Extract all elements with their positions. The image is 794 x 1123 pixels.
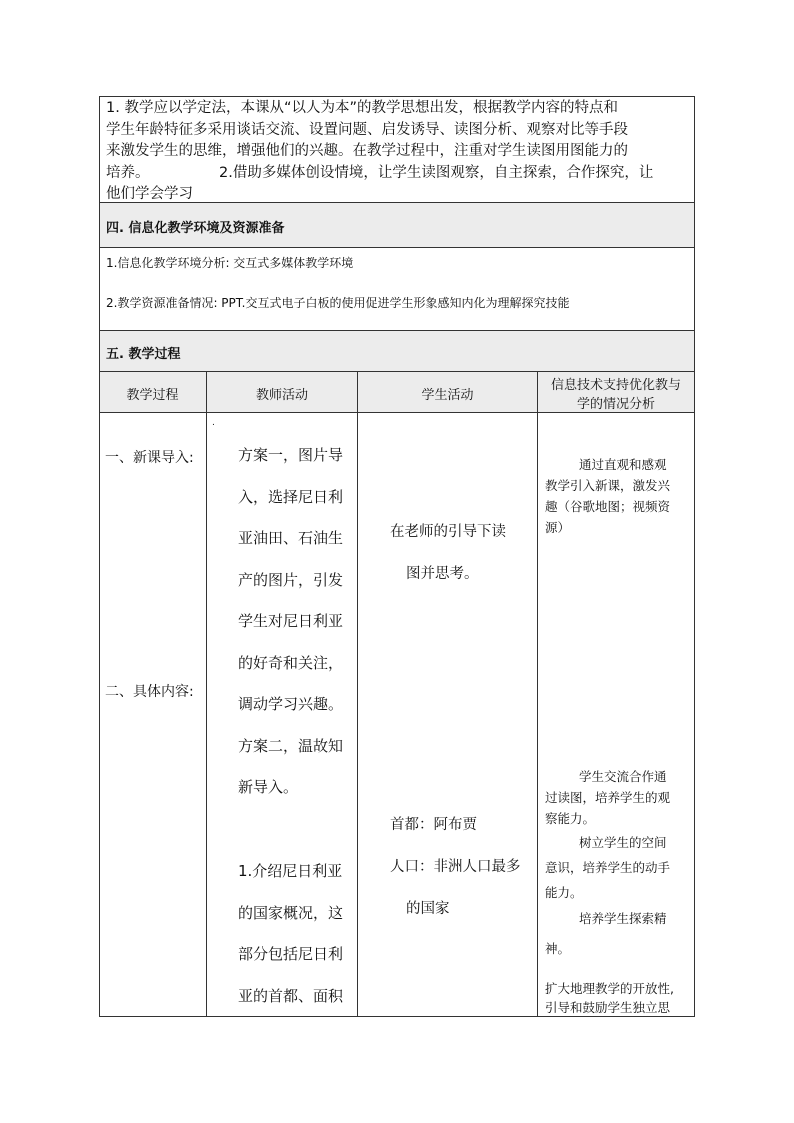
info-analysis-3 [545, 830, 670, 905]
teacher-line: 入，选择尼日利 [238, 487, 344, 506]
teacher-line: 的好奇和关注， [238, 653, 344, 672]
column-header-student: 学生活动 [421, 388, 474, 403]
section4-item-1: 1.信息化教学环境分析: 交互式多媒体教学环境 [106, 256, 354, 270]
row-divider [99, 330, 695, 331]
info-line: 树立学生的空间 [579, 835, 667, 850]
teacher-line: 调动学习兴趣。 [238, 695, 344, 713]
teacher-line: 1.介绍尼日利亚 [238, 862, 343, 880]
section3-line-2: 学生年龄特征多采用谈话交流、设置问题、启发诱导、读图分析、观察对比等手段 [106, 121, 628, 138]
info-line: 过读图，培养学生的观 [545, 790, 671, 805]
info-line: 源） [545, 520, 571, 535]
student-activity-capital: 首都：阿布贾 [390, 817, 477, 833]
row-divider [99, 247, 695, 248]
student-line: 的国家 [406, 900, 450, 917]
column-header-teacher: 教师活动 [255, 388, 308, 403]
lesson-plan-table [99, 96, 695, 1016]
teacher-activity-2 [238, 851, 343, 1017]
column-header-process: 教学过程 [126, 388, 179, 403]
table-border-right [694, 96, 695, 1017]
teacher-line: 方案二，温故知 [238, 736, 344, 755]
section5-header-bg [100, 331, 694, 371]
table-border-left [99, 96, 100, 1017]
student-line: 在老师的引导下读 [390, 524, 506, 540]
section3-line-1: 1. 教学应以学定法，本课从“以人为本”的教学思想出发，根据教学内容的特点和 [106, 100, 618, 116]
process-stage-1: 一、新课导入: [105, 450, 194, 466]
column-header-info-2: 学的情况分析 [576, 397, 655, 412]
section3-line-4b: 2.借助多媒体创设情境，让学生读图观察，自主探索，合作探究，让 [219, 164, 654, 181]
info-line: 神。 [545, 941, 571, 956]
teacher-line: 部分包括尼日利 [238, 945, 344, 963]
teacher-line: 的国家概况，这 [238, 903, 344, 922]
student-activity-population [390, 847, 521, 930]
section4-item-2: 2.教学资源准备情况: PPT.交互式电子白板的使用促进学生形象感知内化为理解探究技能 [106, 296, 570, 310]
teacher-line: 新导入。 [238, 778, 299, 796]
row-divider [99, 412, 695, 413]
stray-dot: . [212, 418, 215, 428]
teacher-line: 产的图片，引发 [238, 570, 344, 589]
row-divider [99, 371, 695, 372]
section4-title: 四. 信息化教学环境及资源准备 [106, 221, 285, 236]
column-divider [206, 371, 207, 1017]
info-analysis-5 [545, 979, 674, 1017]
section3-line-3: 来激发学生的思维，增强他们的兴趣。在教学过程中，注重对学生读图用图能力的 [106, 143, 628, 159]
teacher-line: 学生对尼日利亚 [238, 612, 344, 630]
column-divider [357, 371, 358, 1017]
info-line: 趣（谷歌地图；视频资 [545, 499, 671, 514]
info-analysis-1 [545, 454, 670, 538]
section3-line-5: 他们学会学习 [106, 186, 193, 202]
table-border-top [99, 96, 695, 97]
process-stage-2: 二、具体内容: [105, 684, 194, 700]
section5-title: 五. 教学过程 [106, 347, 181, 362]
column-divider [537, 371, 538, 1017]
student-activity-1 [390, 512, 506, 595]
info-line: 意识，培养学生的动手 [545, 860, 671, 875]
info-line: 培养学生探索精 [579, 911, 667, 926]
section3-line-4a: 培养。 [106, 164, 150, 181]
column-header-info-1: 信息技术支持优化教与 [550, 378, 681, 393]
info-line: 通过直观和感观 [579, 457, 667, 472]
teacher-line: 亚油田、石油生 [238, 529, 344, 547]
info-line: 察能力。 [545, 811, 596, 826]
info-analysis-2 [545, 766, 670, 829]
teacher-line: 亚的首都、面积 [238, 986, 344, 1005]
info-line: 扩大地理教学的开放性, [545, 981, 674, 996]
teacher-activity-1 [238, 435, 343, 809]
teacher-line: 方案一，图片导 [238, 446, 344, 464]
info-line: 教学引入新课，激发兴 [545, 478, 671, 493]
info-line: 引导和鼓励学生独立思 [545, 1000, 671, 1015]
info-analysis-4 [545, 904, 667, 964]
info-line: 能力。 [545, 885, 583, 900]
student-line: 图并思考。 [406, 565, 479, 582]
student-line: 人口：非洲人口最多 [390, 859, 521, 875]
info-line: 学生交流合作通 [579, 769, 667, 784]
